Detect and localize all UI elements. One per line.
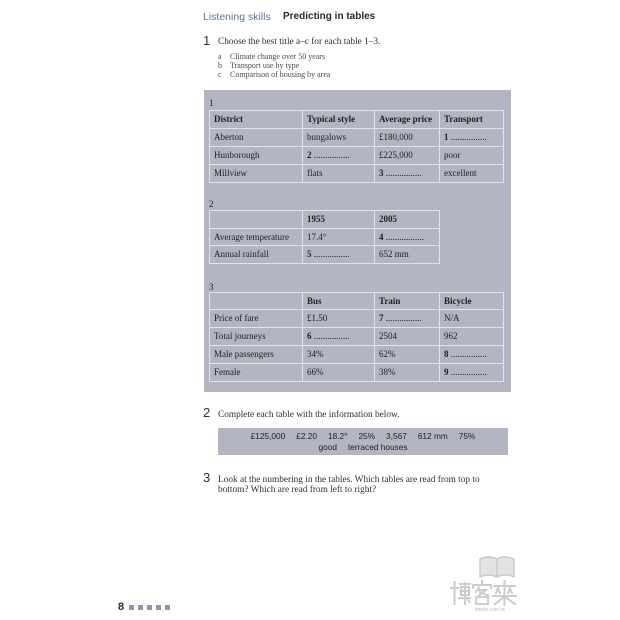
gap-dots: ................ (313, 331, 350, 341)
table-1-label: 1 (209, 98, 214, 108)
table-cell: poor (440, 147, 504, 165)
table-gap-cell (375, 165, 440, 183)
word-bank-item: 612 mm (417, 431, 448, 441)
page-marker (129, 605, 170, 610)
table-gap-cell (375, 310, 440, 328)
table-row (210, 147, 504, 165)
option-text: Transport use by type (230, 61, 300, 70)
table-cell: 2504 (375, 328, 440, 346)
gap-number: 1 (444, 132, 449, 142)
page-marker-square (129, 605, 134, 610)
table-header-cell: Train (375, 293, 440, 310)
table-header-row (210, 211, 440, 229)
word-bank-line-2 (218, 442, 508, 453)
gap-number: 6 (307, 331, 312, 341)
gap-dots: ................ (450, 367, 487, 377)
exercise-1-number: 1 (203, 33, 211, 48)
page-marker-square (156, 605, 161, 610)
table-row (210, 165, 504, 183)
table-header-cell: Typical style (303, 111, 375, 129)
word-bank-item: 75% (458, 431, 476, 441)
gap-dots: ................ (450, 132, 487, 142)
option-letter: b (218, 61, 222, 70)
table-cell: Average temperature (210, 229, 303, 246)
table-cell: £1.50 (303, 310, 375, 328)
table-cell: Millview (210, 165, 303, 183)
gap-number: 7 (379, 313, 384, 323)
section-label: Listening skills (203, 11, 271, 23)
page-marker-square (165, 605, 170, 610)
gap-number: 2 (307, 150, 312, 160)
table-gap-cell (303, 328, 375, 346)
table-header-cell: 2005 (375, 211, 440, 229)
table-header-cell: District (210, 111, 303, 129)
table-head (210, 211, 440, 229)
table-cell: Hunborough (210, 147, 303, 165)
table-gap-cell (303, 246, 375, 264)
exercise-1-instruction: Choose the best title a–c for each table 1–3. (218, 37, 381, 47)
table-3-transport (209, 292, 504, 382)
table-row (210, 364, 504, 382)
table-cell: bungalows (303, 129, 375, 147)
table-head (210, 111, 504, 129)
word-bank-item: 3,567 (386, 431, 407, 441)
table-body (210, 310, 504, 382)
table-header-row (210, 293, 504, 310)
brand-glyphs (451, 581, 516, 605)
table-cell: £225,000 (375, 147, 440, 165)
table-gap-cell (440, 346, 504, 364)
exercise-2-instruction: Complete each table with the information below. (218, 410, 400, 420)
option-letter: a (218, 52, 222, 61)
table-row (210, 129, 504, 147)
gap-dots: ................ (385, 313, 422, 323)
table-2-label: 2 (209, 199, 214, 209)
word-bank-item: terraced houses (347, 442, 408, 452)
word-bank-item: £2.20 (296, 431, 317, 441)
page-marker-square (147, 605, 152, 610)
table-cell: £180,000 (375, 129, 440, 147)
word-bank-box (218, 428, 508, 455)
table-cell: N/A (440, 310, 504, 328)
table-cell: 66% (303, 364, 375, 382)
table-gap-cell (440, 364, 504, 382)
page-marker-square (138, 605, 143, 610)
table-row (210, 346, 504, 364)
book-icon (480, 557, 514, 577)
table-cell: Total journeys (210, 328, 303, 346)
table-row (210, 246, 440, 264)
watermark-logo (449, 552, 519, 614)
gap-number: 5 (307, 249, 312, 259)
option-text: Climate change over 50 years (230, 52, 326, 61)
table-cell: 34% (303, 346, 375, 364)
table-head (210, 293, 504, 310)
table-header-cell: 1955 (303, 211, 375, 229)
table-row (210, 328, 504, 346)
table-header-cell (210, 293, 303, 310)
table-header-row (210, 111, 504, 129)
gap-number: 9 (444, 367, 449, 377)
table-cell: 17.4° (303, 229, 375, 246)
word-bank-line-1 (218, 431, 508, 442)
table-header-cell (210, 211, 303, 229)
word-bank-item: £125,000 (250, 431, 286, 441)
gap-dots: ................ (450, 349, 487, 359)
table-2-climate (209, 210, 440, 264)
page-number: 8 (118, 601, 125, 613)
table-3-label: 3 (209, 282, 214, 292)
gap-number: 4 (379, 231, 384, 242)
table-1-housing (209, 110, 504, 183)
page-title: Predicting in tables (283, 11, 376, 22)
table-header-cell: Bicycle (440, 293, 504, 310)
table-cell: Aberton (210, 129, 303, 147)
table-gap-cell (440, 129, 504, 147)
table-cell: Female (210, 364, 303, 382)
watermark-site: books.com.tw (474, 607, 506, 613)
option-text: Comparison of housing by area (230, 70, 331, 79)
table-row (210, 229, 440, 246)
table-cell: Male passengers (210, 346, 303, 364)
table-header-cell: Bus (303, 293, 375, 310)
table-row (210, 310, 504, 328)
gap-dots: ................ (385, 168, 422, 178)
gap-number: 8 (444, 349, 449, 359)
option-a (218, 52, 325, 61)
option-letter: c (218, 70, 222, 79)
table-body (210, 129, 504, 183)
word-bank-item: good (318, 442, 337, 452)
table-cell: excellent (440, 165, 504, 183)
table-gap-cell (303, 147, 375, 165)
gap-dots: ................ (313, 249, 350, 259)
exercise-3-instruction: Look at the numbering in the tables. Which tables are read from top to bottom? Which are read from left to right? (218, 475, 480, 495)
exercise-2-number: 2 (203, 405, 211, 420)
option-c (218, 70, 330, 79)
table-cell: 962 (440, 328, 504, 346)
gap-dots: ................. (385, 231, 424, 242)
table-header-cell: Transport (440, 111, 504, 129)
table-header-cell: Average price (375, 111, 440, 129)
table-cell: 62% (375, 346, 440, 364)
table-cell: Annual rainfall (210, 246, 303, 264)
table-cell: flats (303, 165, 375, 183)
table-cell: 652 mm (375, 246, 440, 264)
table-cell: Price of fare (210, 310, 303, 328)
table-body (210, 229, 440, 264)
gap-number: 3 (379, 168, 384, 178)
gap-dots: ................ (313, 150, 350, 160)
word-bank-item: 25% (358, 431, 376, 441)
word-bank-item: 18.2° (327, 431, 348, 441)
option-b (218, 61, 299, 70)
exercise-3-number: 3 (203, 470, 211, 485)
table-gap-cell (375, 229, 440, 246)
table-cell: 38% (375, 364, 440, 382)
